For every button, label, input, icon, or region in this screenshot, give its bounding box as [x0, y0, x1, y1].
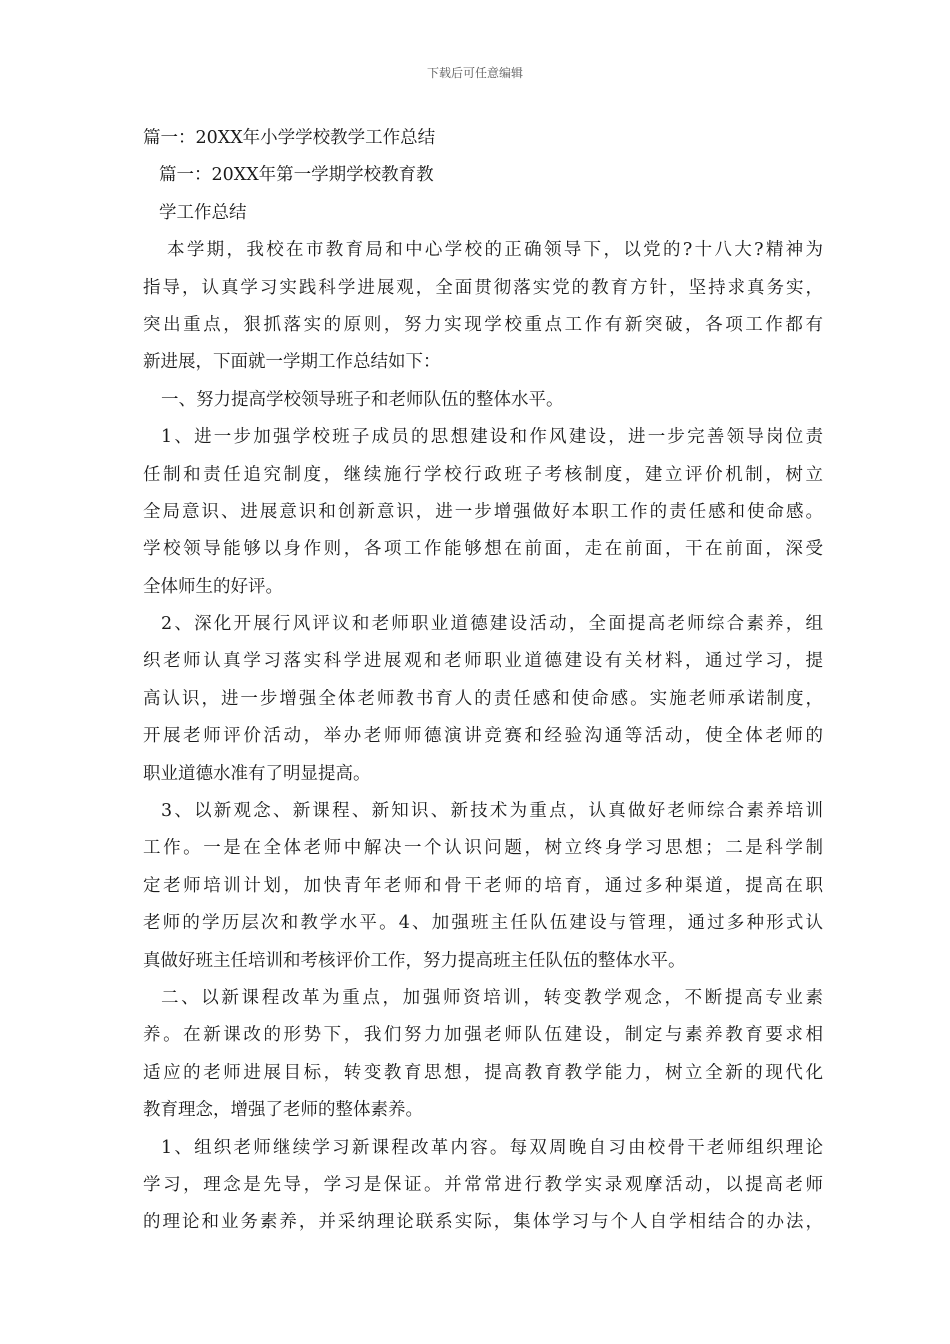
- text-line: 篇一：20XX年小学学校教学工作总结: [143, 128, 436, 148]
- text-line: 老师的学历层次和教学水平。4、加强班主任队伍建设与管理，通过多种形式认: [143, 913, 823, 934]
- text-line: 职业道德水准有了明显提高。: [143, 763, 371, 784]
- text-line: 全局意识、进展意识和创新意识，进一步增强做好本职工作的责任感和使命感。: [143, 501, 823, 522]
- text-line: 适应的老师进展目标，转变教育思想，提高教育教学能力，树立全新的现代化: [143, 1062, 823, 1083]
- page-header: 下载后可任意编辑: [426, 66, 523, 80]
- text-line: 开展老师评价活动，举办老师师德演讲竞赛和经验沟通等活动，使全体老师的: [143, 726, 823, 747]
- text-line: 学工作总结: [159, 202, 247, 223]
- text-line: 本学期，我校在市教育局和中心学校的正确领导下，以党的?十八大?精神为: [167, 240, 823, 261]
- text-line: 二、以新课程改革为重点，加强师资培训，转变教学观念，不断提高专业素: [161, 987, 823, 1008]
- text-line: 学校领导能够以身作则，各项工作能够想在前面，走在前面，干在前面，深受: [143, 539, 823, 560]
- text-line: 突出重点，狠抓落实的原则，努力实现学校重点工作有新突破，各项工作都有: [143, 314, 823, 335]
- text-line: 高认识，进一步增强全体老师教书育人的责任感和使命感。实施老师承诺制度，: [143, 688, 823, 709]
- text-line: 1、组织老师继续学习新课程改革内容。每双周晚自习由校骨干老师组织理论: [161, 1137, 823, 1158]
- text-line: 篇一：20XX年第一学期学校教育教: [159, 165, 434, 186]
- text-line: 指导，认真学习实践科学进展观，全面贯彻落实党的教育方针，坚持求真务实，: [143, 277, 823, 298]
- text-line: 新进展，下面就一学期工作总结如下：: [143, 352, 441, 373]
- text-line: 3、以新观念、新课程、新知识、新技术为重点，认真做好老师综合素养培训: [161, 801, 823, 822]
- text-line: 学习，理念是先导，学习是保证。并常常进行教学实录观摩活动，以提高老师: [143, 1174, 823, 1195]
- text-line: 织老师认真学习落实科学进展观和老师职业道德建设有关材料，通过学习，提: [143, 651, 823, 672]
- text-line: 定老师培训计划，加快青年老师和骨干老师的培育，通过多种渠道，提高在职: [143, 875, 823, 896]
- text-line: 任制和责任追究制度，继续施行学校行政班子考核制度，建立评价机制，树立: [143, 464, 823, 485]
- text-line: 教育理念，增强了老师的整体素养。: [143, 1100, 423, 1121]
- text-line: 一、努力提高学校领导班子和老师队伍的整体水平。: [161, 389, 564, 410]
- text-line: 养。在新课改的形势下，我们努力加强老师队伍建设，制定与素养教育要求相: [143, 1025, 823, 1046]
- text-line: 工作。一是在全体老师中解决一个认识问题，树立终身学习思想；二是科学制: [143, 838, 823, 859]
- text-line: 1、进一步加强学校班子成员的思想建设和作风建设，进一步完善领导岗位责: [161, 427, 823, 448]
- text-line: 全体师生的好评。: [143, 576, 283, 597]
- text-line: 真做好班主任培训和考核评价工作，努力提高班主任队伍的整体水平。: [143, 950, 686, 971]
- text-line: 2、深化开展行风评议和老师职业道德建设活动，全面提高老师综合素养，组: [161, 614, 823, 635]
- document-body: [143, 120, 823, 1242]
- text-line: 的理论和业务素养，并采纳理论联系实际，集体学习与个人自学相结合的办法，: [143, 1212, 823, 1233]
